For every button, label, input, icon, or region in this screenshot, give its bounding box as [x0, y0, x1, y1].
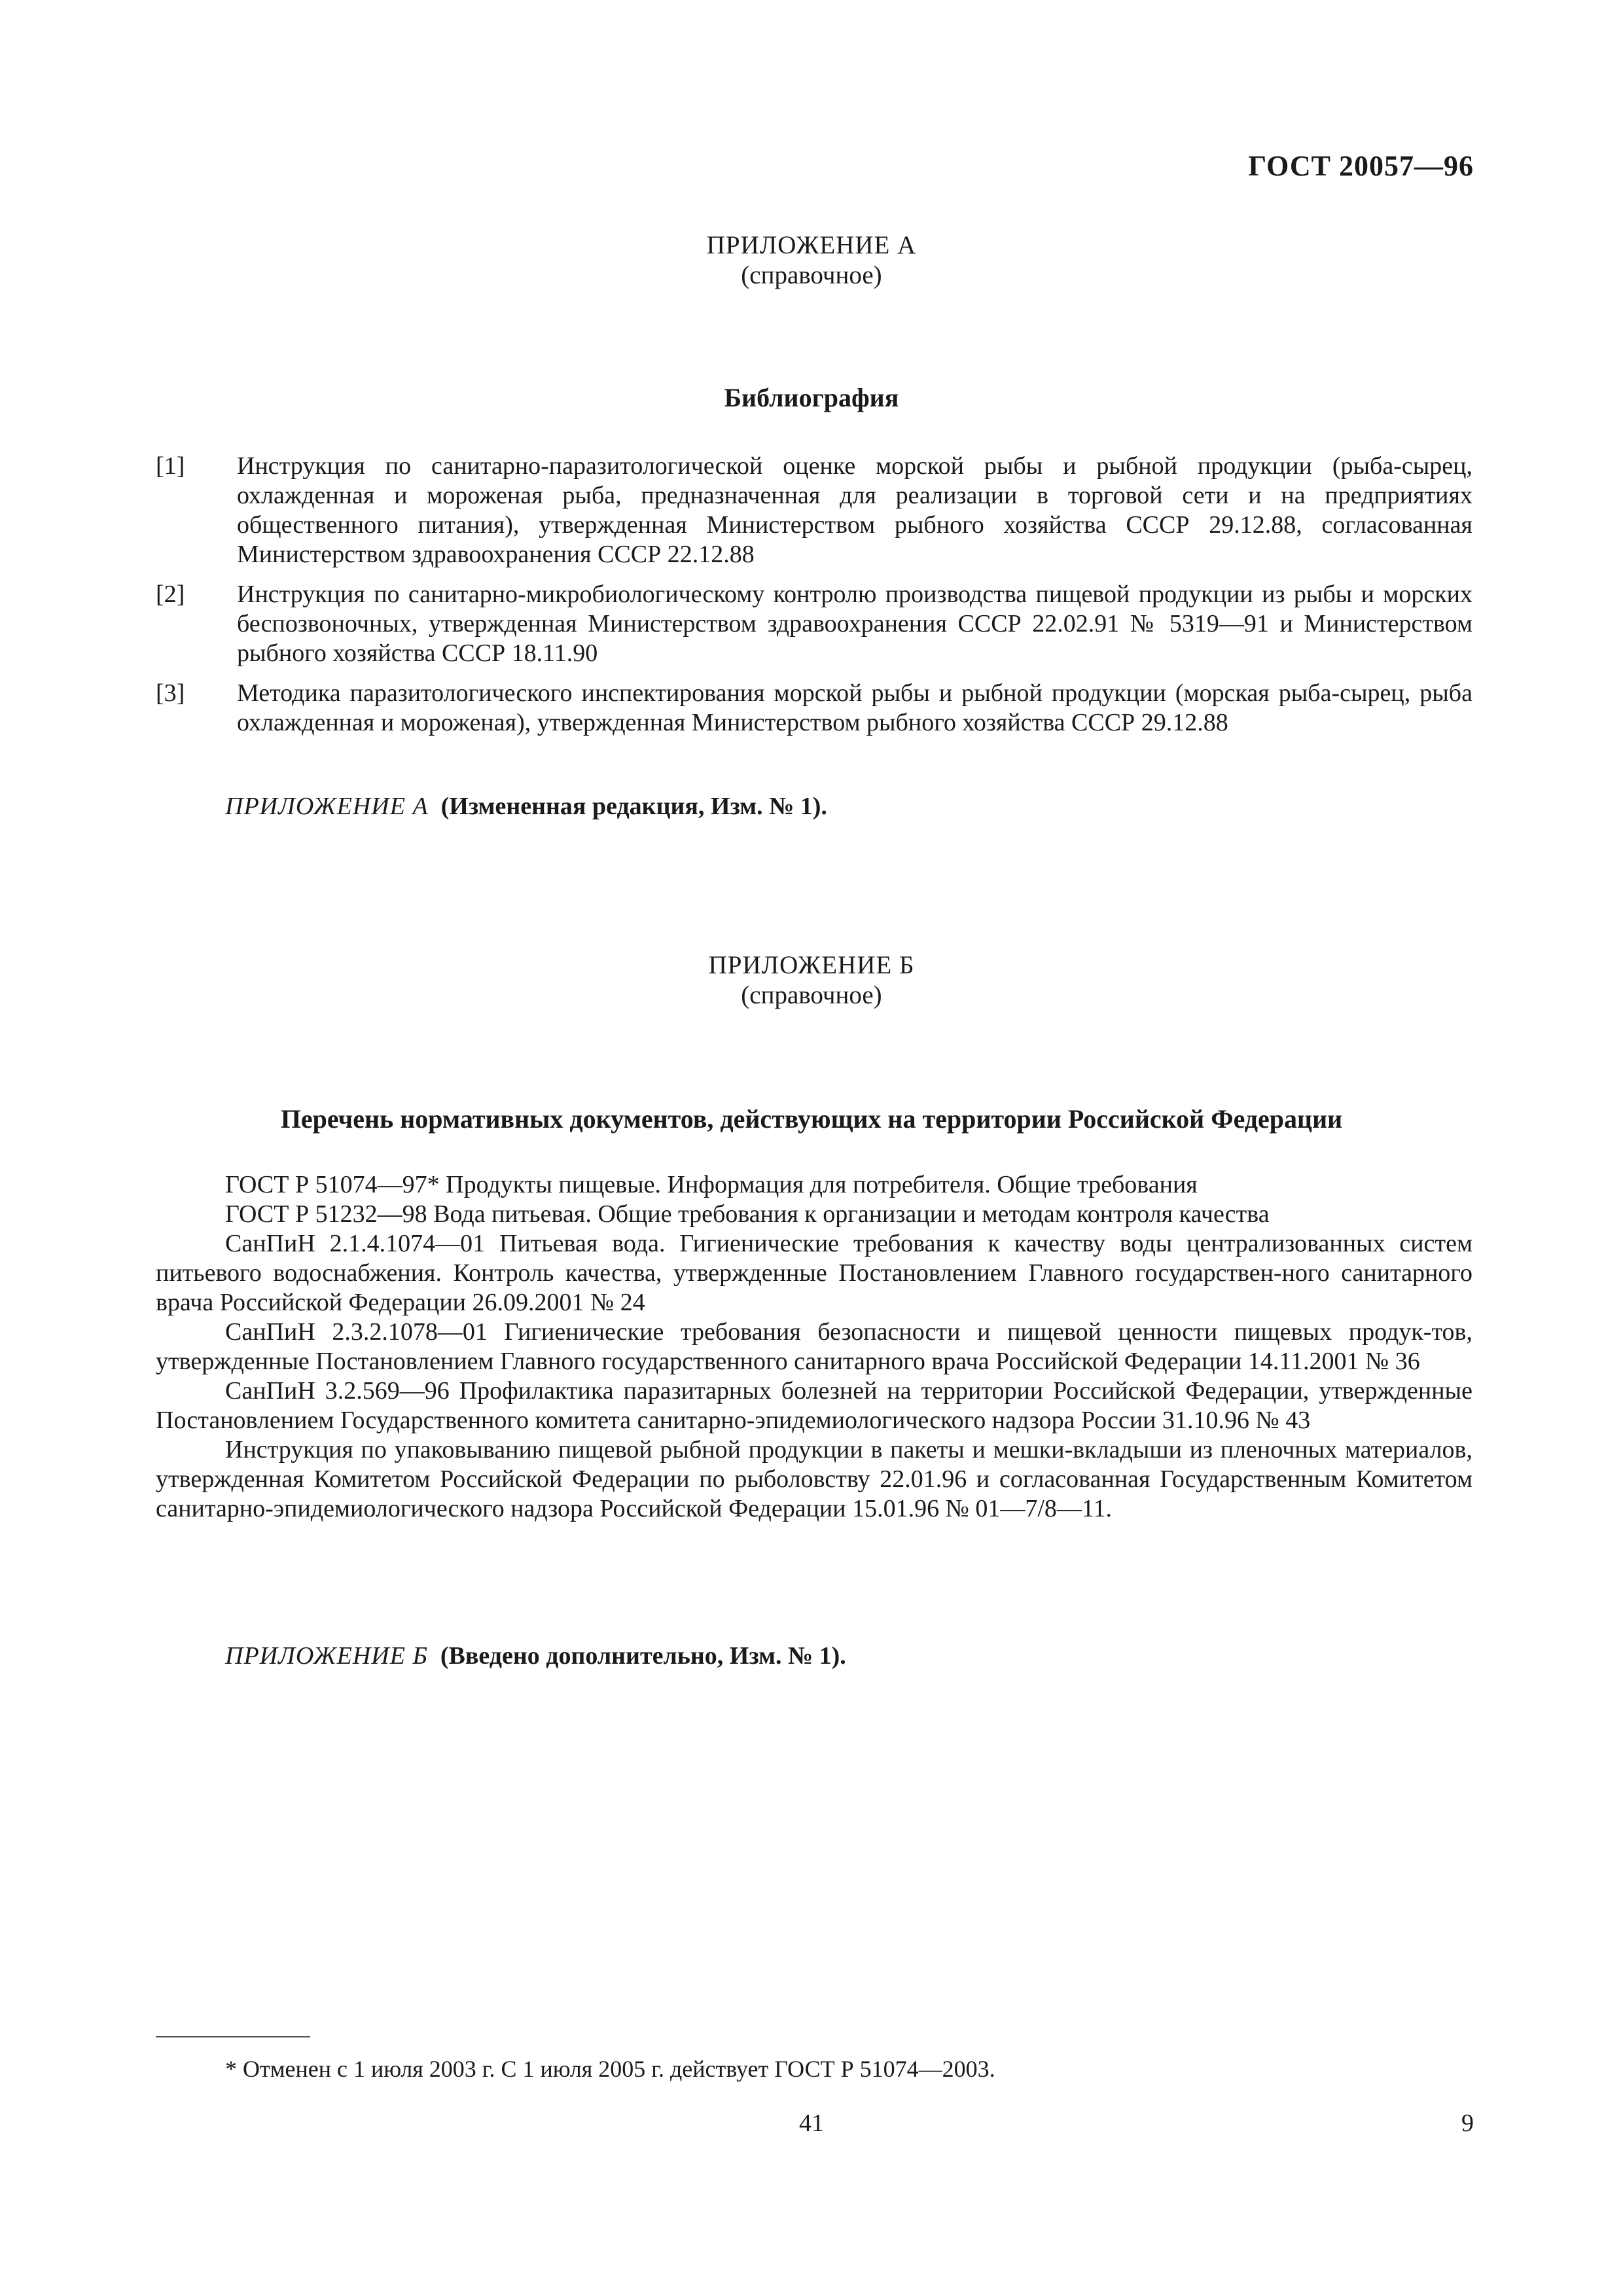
normative-document-entry: СанПиН 2.3.2.1078—01 Гигиенические требования безопасности и пищевой ценности пищевых продук-тов, утвержденные Постановлением Главного государственного санитарного врача Российской Федерации 14.11.2001 № 36 [156, 1318, 1472, 1375]
bibliography-item [156, 679, 1472, 738]
appendix-b-header [0, 950, 1623, 1011]
bibliography-item [156, 580, 1472, 668]
page-number-right: 9 [1461, 2109, 1474, 2137]
page-number-center: 41 [799, 2109, 824, 2137]
appendix-a-note-text: (Измененная редакция, Изм. № 1). [440, 793, 827, 820]
normative-document-entry: ГОСТ Р 51232—98 Вода питьевая. Общие требования к организации и методам контроля качества [225, 1200, 1270, 1228]
appendix-a-note [225, 792, 827, 821]
footnote-divider [156, 2036, 310, 2037]
normative-document-entry: СанПиН 3.2.569—96 Профилактика паразитарных болезней на территории Российской Федерации, утвержденные Постановлением Государственного комитета санитарно-эпидемиологического надзора России 31.10.96 № 43 [156, 1377, 1472, 1434]
normative-document-entry: ГОСТ Р 51074—97* Продукты пищевые. Информация для потребителя. Общие требования [225, 1171, 1198, 1198]
bibliography-item [156, 452, 1472, 569]
bibliography-item-text: Инструкция по санитарно-паразитологической оценке морской рыбы и рыбной продукции (рыба-сырец, охлажденная и мороженая рыба, предназначенная для реализации в торговой сети и на предприятиях общественного питания), утвержденная Министерством рыбного хозяйства СССР 29.12.88, согласованная Министерством здравоохранения СССР 22.12.88 [237, 452, 1472, 568]
appendix-b-note-label: ПРИЛОЖЕНИЕ Б [225, 1642, 428, 1670]
bibliography-item-number: [3] [156, 679, 185, 707]
bibliography-item-number: [2] [156, 581, 185, 608]
appendix-a-header [0, 230, 1623, 291]
bibliography-item-text: Инструкция по санитарно-микробиологическому контролю производства пищевой продукции из рыбы и морских беспозвоночных, утвержденная Министерством здравоохранения СССР 22.02.91 № 5319—91 и Министерством рыбного хозяйства СССР 18.11.90 [237, 581, 1472, 667]
appendix-a-note-label: ПРИЛОЖЕНИЕ А [225, 793, 429, 820]
normative-document-entry: Инструкция по упаковыванию пищевой рыбной продукции в пакеты и мешки-вкладыши из пленочных материалов, утвержденная Комитетом Российской Федерации по рыболовству 22.01.96 и согласованная Государственным Комитетом санитарно-эпидемиологического надзора Российской Федерации 15.01.96 № 01—7/8—11. [156, 1436, 1472, 1522]
appendix-a-title: ПРИЛОЖЕНИЕ А [706, 231, 917, 259]
appendix-b-note [225, 1641, 846, 1670]
appendix-b-note-text: (Введено дополнительно, Изм. № 1). [440, 1642, 846, 1670]
bibliography-heading: Библиография [724, 383, 899, 412]
appendix-b-title: ПРИЛОЖЕНИЕ Б [708, 951, 915, 979]
appendix-b-subtitle: (справочное) [741, 981, 882, 1009]
standard-code: ГОСТ 20057—96 [1248, 150, 1474, 182]
normative-documents-heading: Перечень нормативных документов, действующих на территории Российской Федерации [280, 1104, 1343, 1134]
normative-documents-list [156, 1170, 1472, 1524]
footnote: * Отменен с 1 июля 2003 г. С 1 июля 2005 г. действует ГОСТ Р 51074—2003. [225, 2056, 995, 2082]
bibliography-list [156, 452, 1472, 748]
bibliography-item-number: [1] [156, 452, 185, 480]
appendix-a-subtitle: (справочное) [741, 261, 882, 289]
bibliography-item-text: Методика паразитологического инспектирования морской рыбы и рыбной продукции (морская рыба-сырец, рыба охлажденная и мороженая), утвержденная Министерством рыбного хозяйства СССР 29.12.88 [237, 679, 1472, 736]
normative-document-entry: СанПиН 2.1.4.1074—01 Питьевая вода. Гигиенические требования к качеству воды централизованных систем питьевого водоснабжения. Контроль качества, утвержденные Постановлением Главного государствен-ного санитарного врача Российской Федерации 26.09.2001 № 24 [156, 1230, 1472, 1316]
